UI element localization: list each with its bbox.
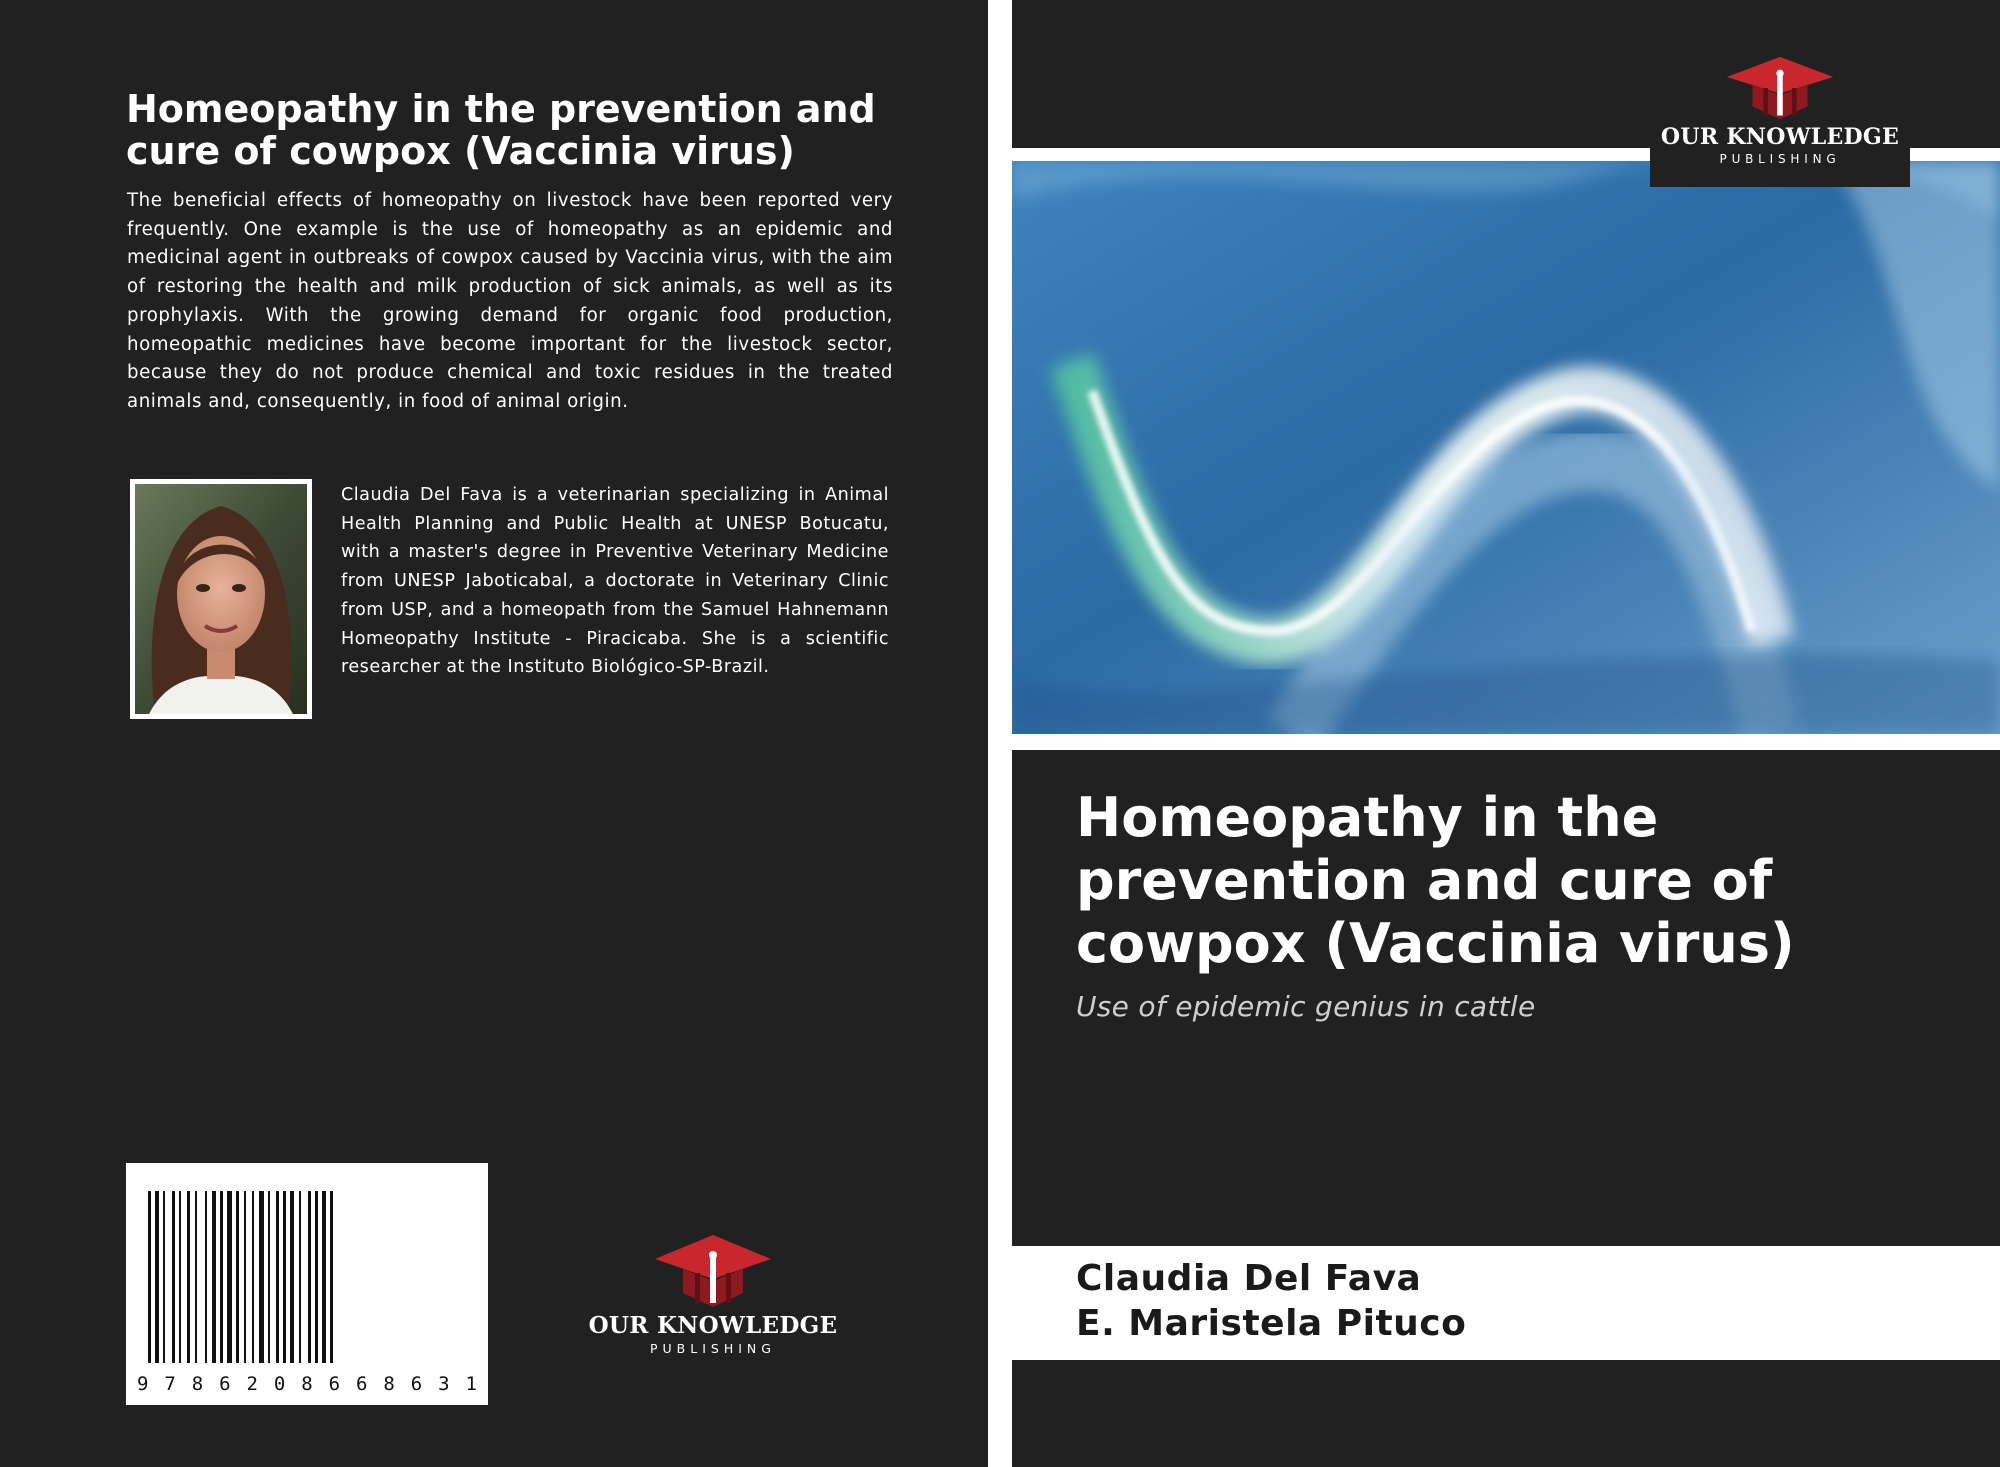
- back-cover-title: Homeopathy in the prevention and cure of cowpox (Vaccinia virus): [126, 87, 876, 173]
- author-bio: Claudia Del Fava is a veterinarian specializing in Animal Health Planning and Public Health at UNESP Botucatu, with a master's degree in Preventive Veterinary Medicine from UNESP Jaboticabal, a doctorate in Veterinary Clinic from USP, and a homeopath from the Samuel Hahnemann Homeopathy Institute - Piracicaba. She is a scientific researcher at the Instituto Biológico-SP-Brazil.: [341, 485, 889, 678]
- publisher-name: OUR KNOWLEDGE: [1660, 124, 1900, 150]
- barcode-digit: 8: [383, 1373, 395, 1395]
- barcode-digit: 6: [410, 1373, 423, 1395]
- back-cover: [0, 0, 988, 1467]
- author-name-2: E. Maristela Pituco: [1076, 1303, 1467, 1344]
- graduation-cap-icon: [1725, 55, 1835, 121]
- barcode-digit: 6: [219, 1373, 231, 1395]
- barcode-digit: 7: [164, 1373, 176, 1395]
- publisher-name: OUR KNOWLEDGE: [588, 1312, 838, 1339]
- barcode-digit: 2: [246, 1373, 258, 1395]
- author-photo: [130, 479, 312, 719]
- back-cover-blurb: The beneficial effects of homeopathy on livestock have been reported very frequently. One example is the use of homeopathy as an epidemic and medicinal agent in outbreaks of cowpox caused by Vaccinia virus, with the aim of restoring the health and milk production of sick animals, as well as its prophylaxis. With the growing demand for organic food production, homeopathic medicines have become important for the livestock sector, because they do not produce chemical and toxic residues in the treated animals and, consequently, in food of animal origin.: [127, 190, 893, 412]
- front-cover-title: Homeopathy in the prevention and cure of cowpox (Vaccinia virus): [1076, 786, 1795, 975]
- barcode-digit: 6: [356, 1373, 368, 1395]
- publisher-subtitle: PUBLISHING: [650, 1341, 776, 1356]
- author-name-1: Claudia Del Fava: [1076, 1258, 1422, 1299]
- barcode-digit: 8: [191, 1373, 204, 1395]
- abstract-cover-art: [1012, 161, 2000, 734]
- barcode-digit: 1: [465, 1373, 477, 1395]
- barcode-digit: 3: [438, 1373, 450, 1395]
- front-cover: [1012, 0, 2000, 1467]
- publisher-subtitle: PUBLISHING: [1719, 152, 1841, 166]
- front-publisher-logo: [1650, 0, 1910, 187]
- graduation-cap-icon: [653, 1233, 773, 1311]
- barcode-digit: 0: [273, 1373, 286, 1395]
- barcode-digit: 6: [328, 1373, 341, 1395]
- front-cover-subtitle: Use of epidemic genius in cattle: [1076, 990, 1536, 1023]
- barcode-bars: [148, 1191, 466, 1363]
- cover-artwork-image: [1012, 161, 2000, 734]
- barcode-digit: 8: [301, 1373, 313, 1395]
- barcode-digits: [136, 1373, 478, 1395]
- author-portrait-image: [135, 484, 307, 714]
- back-publisher-logo: [588, 1233, 838, 1356]
- isbn-barcode: [126, 1163, 488, 1405]
- barcode-digit: 9: [137, 1373, 149, 1395]
